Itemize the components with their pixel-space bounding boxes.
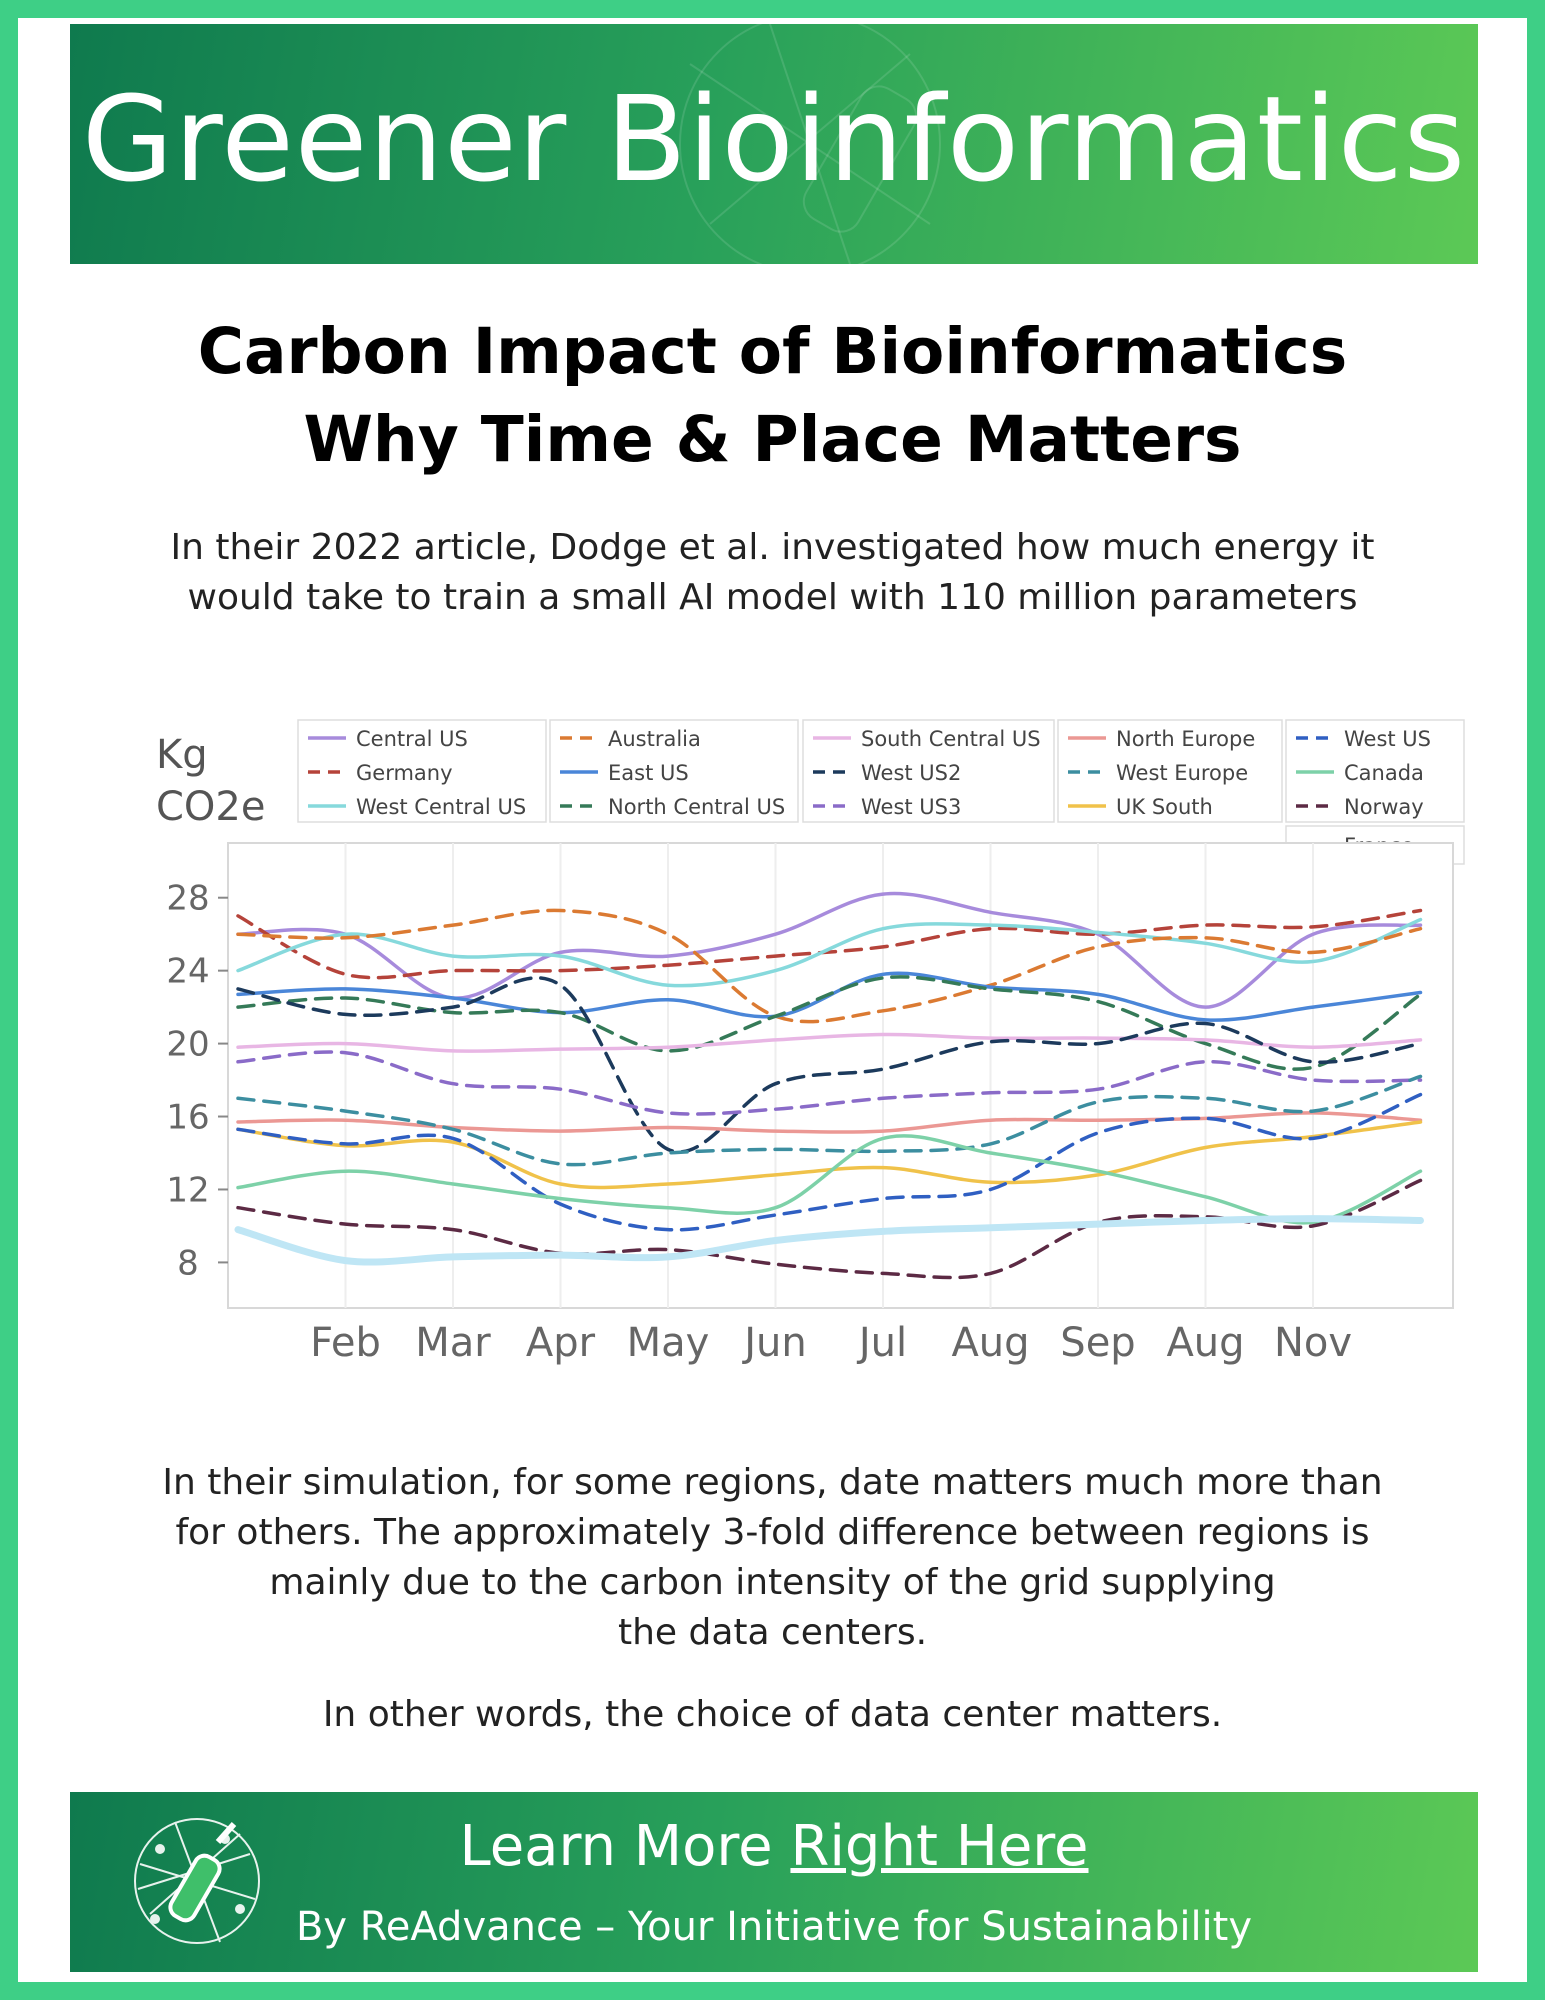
x-tick-label: May [626,1320,710,1366]
legend-label-south-central-us: South Central US [861,727,1041,751]
footer-cta-prefix: Learn More [459,1814,791,1879]
legend-label-germany: Germany [356,761,453,785]
plot-area [228,843,1453,1308]
x-tick-label: Mar [415,1320,491,1366]
legend-label-east-us: East US [608,761,689,785]
body-line-3: mainly due to the carbon intensity of the grid supplying [269,1562,1276,1603]
legend-label-australia: Australia [608,727,701,751]
body-line-4: the data centers. [617,1612,928,1653]
intro-line-2: would take to train a small AI model with 110 million parameters [187,577,1358,618]
legend-label-north-europe: North Europe [1116,727,1256,751]
intro-line-1: In their 2022 article, Dodge et al. investigated how much energy it [170,527,1375,568]
legend-label-central-us: Central US [356,727,468,751]
legend-label-west-us: West US [1344,727,1432,751]
y-tick-label: 28 [166,878,210,919]
legend-label-north-central-us: North Central US [608,795,786,819]
x-tick-label: Nov [1273,1320,1353,1366]
x-tick-label: Feb [310,1320,381,1366]
x-tick-label: Apr [525,1320,596,1366]
y-tick-label: 8 [177,1243,199,1284]
legend-label-west-us3: West US3 [861,795,962,819]
body-line-1: In their simulation, for some regions, date matters much more than [162,1462,1383,1503]
footer-tagline: By ReAdvance – Your Initiative for Sustainability [295,1904,1253,1950]
x-tick-label: Jun [744,1320,807,1366]
x-tick-label: Aug [1166,1320,1245,1366]
y-tick-label: 16 [166,1097,210,1138]
y-axis-label-line-1: Kg [156,732,208,778]
legend-label-norway: Norway [1344,795,1424,819]
x-axis-ticks [310,1320,1352,1366]
y-axis-label-line-2: CO2e [156,784,266,830]
page-headline [18,308,1527,484]
body-line-2: for others. The approximately 3-fold difference between regions is [175,1512,1370,1553]
headline-line-1: Carbon Impact of Bioinformatics [197,315,1348,388]
x-tick-label: Jul [858,1320,908,1366]
right-here-link[interactable]: Right Here [790,1814,1089,1879]
y-tick-label: 20 [166,1024,210,1065]
body-paragraph-2: In other words, the choice of data center matters. [322,1694,1223,1735]
x-tick-label: Sep [1060,1320,1136,1366]
carbon-emissions-line-chart [138,698,1468,1398]
legend-label-west-us2: West US2 [861,761,962,785]
y-tick-label: 24 [166,951,210,992]
legend-label-canada: Canada [1344,761,1424,785]
legend-label-west-central-us: West Central US [356,795,527,819]
header-banner [70,24,1478,264]
headline-line-2: Why Time & Place Matters [303,403,1242,476]
page [18,18,1527,1982]
footer-banner [70,1792,1478,1972]
legend-label-west-europe: West Europe [1116,761,1249,785]
header-title: Greener Bioinformatics [81,70,1467,208]
body-paragraph-1 [158,1458,1387,1658]
footer-call-to-action [70,1814,1478,1880]
y-axis-ticks [166,879,228,1284]
legend-label-uk-south: UK South [1116,795,1213,819]
intro-paragraph [168,523,1377,623]
x-tick-label: Aug [951,1320,1030,1366]
y-tick-label: 12 [166,1170,210,1211]
